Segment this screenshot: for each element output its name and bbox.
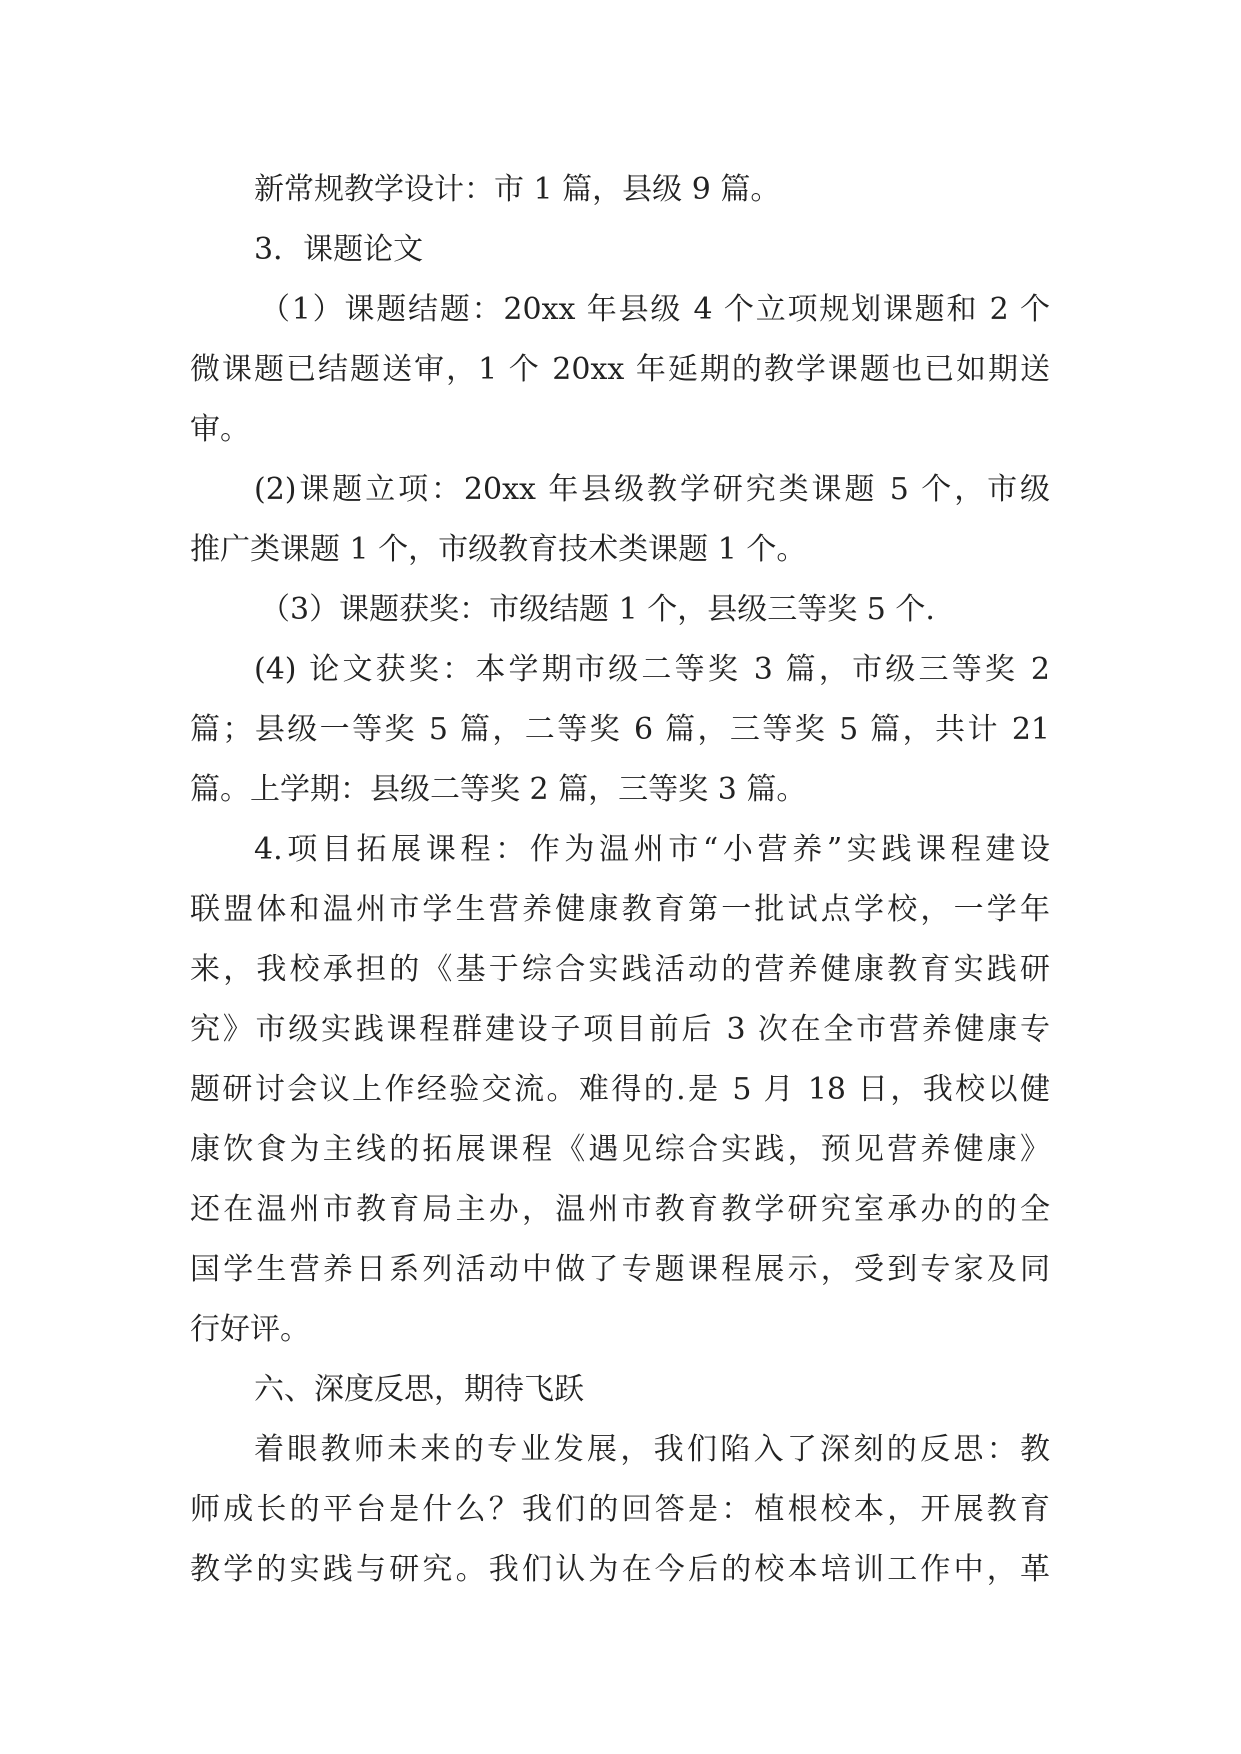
paragraph-line: 题研讨会议上作经验交流。难得的.是 5 月 18 日，我校以健 bbox=[190, 1072, 1050, 1107]
paragraph-line: 审。 bbox=[190, 412, 250, 447]
paragraph-line: 篇；县级一等奖 5 篇，二等奖 6 篇，三等奖 5 篇，共计 21 bbox=[190, 712, 1050, 747]
paragraph-line: 国学生营养日系列活动中做了专题课程展示，受到专家及同 bbox=[190, 1252, 1050, 1287]
paragraph-line: (2)课题立项：20xx 年县级教学研究类课题 5 个，市级 bbox=[254, 472, 1050, 507]
paragraph-line: （3）课题获奖：市级结题 1 个，县级三等奖 5 个. bbox=[260, 592, 935, 627]
paragraph-line: 康饮食为主线的拓展课程《遇见综合实践，预见营养健康》 bbox=[190, 1132, 1050, 1167]
paragraph-line: 新常规教学设计：市 1 篇，县级 9 篇。 bbox=[254, 172, 781, 207]
paragraph-line: 师成长的平台是什么？我们的回答是：植根校本，开展教育 bbox=[190, 1492, 1050, 1527]
paragraph-line: (4) 论文获奖：本学期市级二等奖 3 篇，市级三等奖 2 bbox=[254, 652, 1050, 687]
paragraph-line: 微课题已结题送审，1 个 20xx 年延期的教学课题也已如期送 bbox=[190, 352, 1050, 387]
document-body bbox=[190, 160, 1050, 1600]
paragraph-line: 4.项目拓展课程：作为温州市“小营养”实践课程建设 bbox=[254, 832, 1050, 867]
paragraph-line: 篇。上学期：县级二等奖 2 篇，三等奖 3 篇。 bbox=[190, 772, 807, 807]
paragraph-line: 究》市级实践课程群建设子项目前后 3 次在全市营养健康专 bbox=[190, 1012, 1050, 1047]
paragraph-line: 联盟体和温州市学生营养健康教育第一批试点学校，一学年 bbox=[190, 892, 1050, 927]
paragraph-line: 教学的实践与研究。我们认为在今后的校本培训工作中，革 bbox=[190, 1552, 1050, 1587]
paragraph-line: 行好评。 bbox=[190, 1312, 310, 1347]
paragraph-line: 还在温州市教育局主办，温州市教育教学研究室承办的的全 bbox=[190, 1192, 1050, 1227]
paragraph-line: 推广类课题 1 个，市级教育技术类课题 1 个。 bbox=[190, 532, 807, 567]
paragraph-line: （1）课题结题：20xx 年县级 4 个立项规划课题和 2 个 bbox=[260, 292, 1050, 327]
paragraph-line: 来，我校承担的《基于综合实践活动的营养健康教育实践研 bbox=[190, 952, 1050, 987]
section-heading: 3．课题论文 bbox=[254, 232, 424, 267]
paragraph-line: 着眼教师未来的专业发展，我们陷入了深刻的反思：教 bbox=[254, 1432, 1050, 1467]
section-heading: 六、深度反思，期待飞跃 bbox=[254, 1372, 584, 1407]
